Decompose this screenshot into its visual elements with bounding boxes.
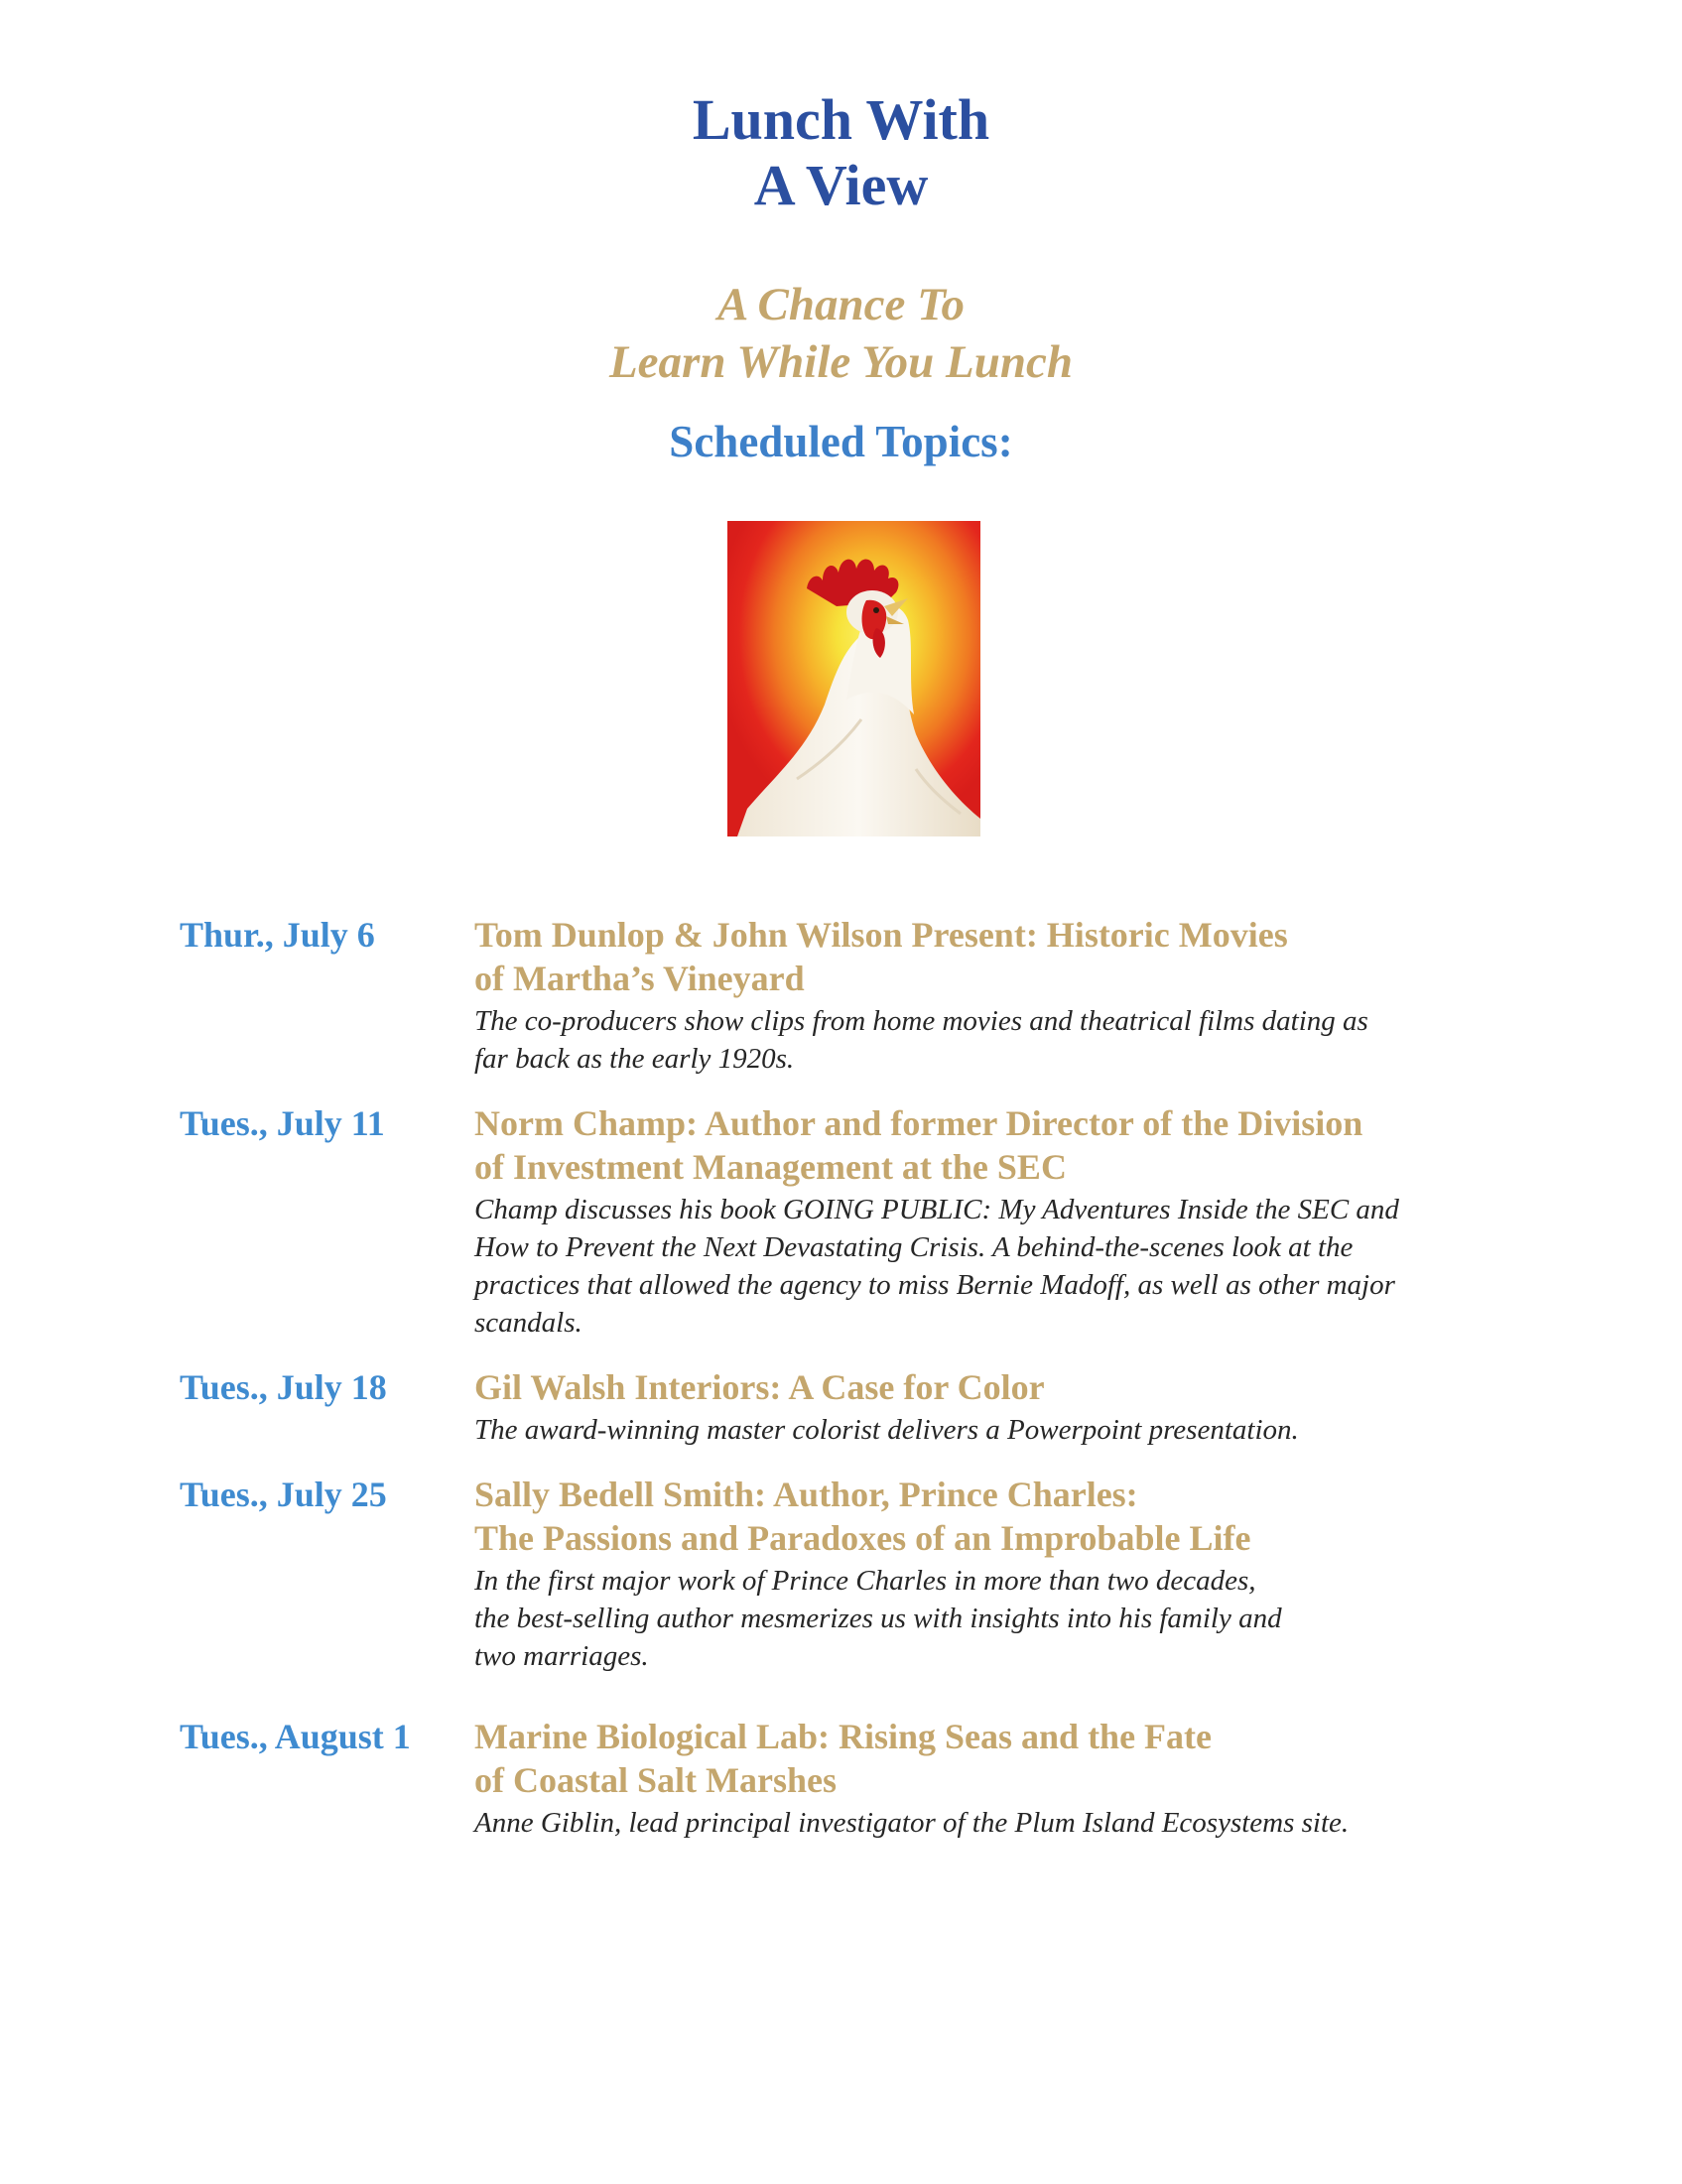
event-title-line: Sally Bedell Smith: Author, Prince Charles: [474,1475,1138,1514]
event-description-line: scandals. [474,1307,582,1339]
event-date: Thur., July 6 [180,915,375,955]
event-date: Tues., July 18 [180,1367,387,1407]
event-title-line: Norm Champ: Author and former Director of the Division [474,1103,1363,1143]
event-date: Tues., July 11 [180,1103,385,1143]
event-title-line: Marine Biological Lab: Rising Seas and the Fate [474,1717,1213,1756]
event-description [474,1411,1546,1449]
event-description-line: practices that allowed the agency to miss Bernie Madoff, as well as other major [474,1269,1395,1301]
event-description-line: The co-producers show clips from home movies and theatrical films dating as [474,1005,1368,1037]
event-title [474,1365,1546,1409]
title-line-2: A View [753,153,929,217]
event-description-line: two marriages. [474,1640,649,1672]
event-title [474,1473,1546,1560]
event-description-line: In the first major work of Prince Charles in more than two decades, [474,1565,1256,1597]
scheduled-topics-heading: Scheduled Topics: [669,417,1013,466]
event-description [474,1191,1546,1342]
subtitle-line-2: Learn While You Lunch [608,336,1074,388]
event-details [474,913,1546,1078]
event-description [474,1002,1546,1078]
event-title-line: of Coastal Salt Marshes [474,1760,837,1800]
event-description [474,1804,1546,1842]
event-description-line: the best-selling author mesmerizes us with insights into his family and [474,1603,1282,1634]
event-description-line: How to Prevent the Next Devastating Crisis. A behind-the-scenes look at the [474,1231,1354,1263]
event-title [474,1101,1546,1189]
event-title-line: of Martha’s Vineyard [474,959,805,998]
event-details [474,1715,1546,1842]
event-title-line: The Passions and Paradoxes of an Improbable Life [474,1518,1251,1558]
event-description-line: Anne Giblin, lead principal investigator of the Plum Island Ecosystems site. [474,1807,1350,1839]
event-details [474,1101,1546,1342]
event-description-line: far back as the early 1920s. [474,1043,795,1075]
event-title [474,913,1546,1000]
event-details [474,1365,1546,1449]
event-description [474,1562,1546,1675]
event-title-line: Gil Walsh Interiors: A Case for Color [474,1367,1045,1407]
subtitle-line-1: A Chance To [717,279,965,330]
event-title-line: of Investment Management at the SEC [474,1147,1067,1187]
event-date: Tues., July 25 [180,1475,387,1514]
event-details [474,1473,1546,1675]
event-description-line: Champ discusses his book GOING PUBLIC: My Adventures Inside the SEC and [474,1194,1399,1225]
title-line-1: Lunch With [692,87,990,152]
event-description-line: The award-winning master colorist delivers a Powerpoint presentation. [474,1414,1299,1446]
event-title [474,1715,1546,1802]
event-title-line: Tom Dunlop & John Wilson Present: Historic Movies [474,915,1288,955]
event-date: Tues., August 1 [180,1717,411,1756]
